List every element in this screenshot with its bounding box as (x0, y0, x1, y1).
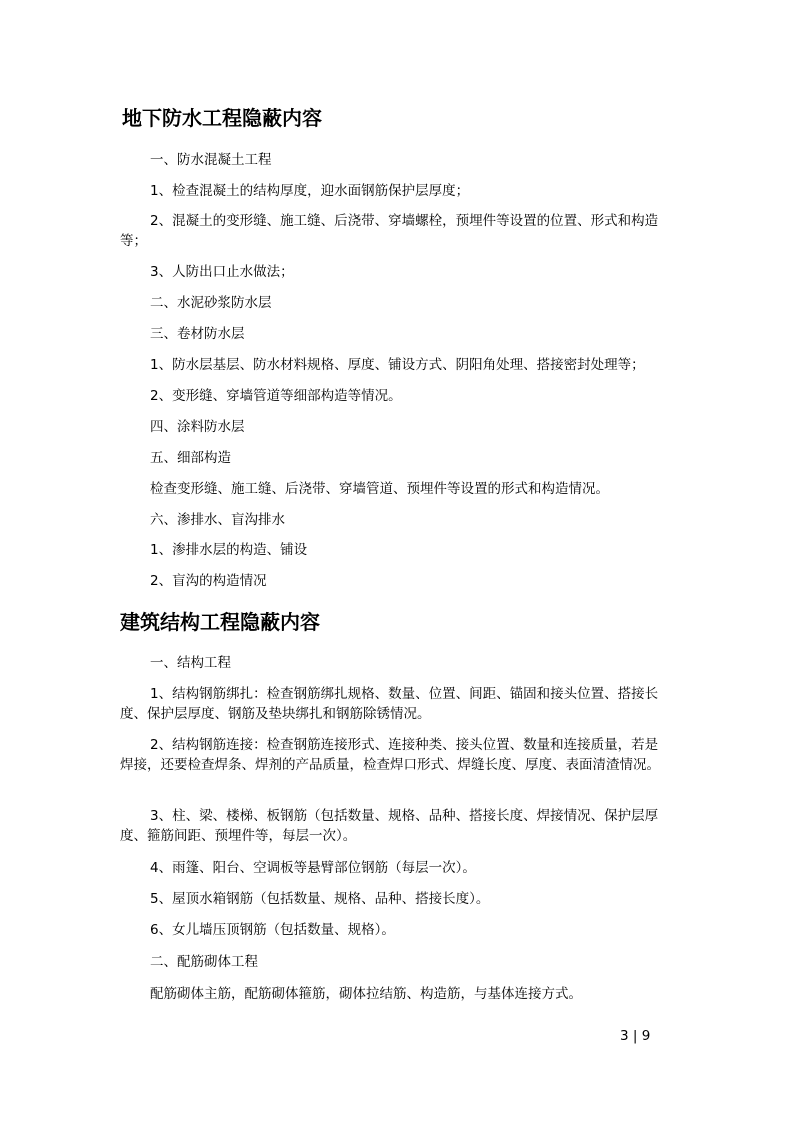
paragraph: 检查变形缝、施工缝、后浇带、穿墙管道、预埋件等设置的形式和构造情况。 (150, 481, 609, 497)
paragraph: 二、水泥砂浆防水层 (150, 295, 272, 311)
section-heading-underground-waterproofing: 地下防水工程隐蔽内容 (122, 106, 322, 130)
paragraph: 6、女儿墙压顶钢筋（包括数量、规格）。 (150, 922, 395, 938)
paragraph: 1、防水层基层、防水材料规格、厚度、铺设方式、阴阳角处理、搭接密封处理等； (150, 357, 645, 373)
paragraph: 二、配筋砌体工程 (150, 954, 258, 970)
paragraph: 5、屋顶水箱钢筋（包括数量、规格、品种、搭接长度）。 (150, 891, 490, 907)
paragraph: 1、渗排水层的构造、铺设 (150, 542, 308, 558)
paragraph: 2、盲沟的构造情况 (150, 573, 267, 589)
paragraph: 一、结构工程 (150, 655, 231, 671)
paragraph: 三、卷材防水层 (150, 326, 245, 342)
paragraph: 2、结构钢筋连接：检查钢筋连接形式、连接种类、接头位置、数量和连接质量，若是焊接，还要检查焊条、焊剂的产品质量，检查焊口形式、焊缝长度、厚度、表面清渣情况。 (120, 737, 660, 773)
paragraph: 3、人防出口止水做法； (150, 264, 294, 280)
page-number: 3 | 9 (620, 1028, 651, 1044)
paragraph: 1、结构钢筋绑扎：检查钢筋绑扎规格、数量、位置、间距、锚固和接头位置、搭接长度、保护层厚度、钢筋及垫块绑扎和钢筋除锈情况。 (120, 686, 659, 722)
paragraph: 2、变形缝、穿墙管道等细部构造等情况。 (150, 388, 402, 404)
paragraph: 配筋砌体主筋，配筋砌体箍筋，砌体拉结筋、构造筋，与基体连接方式。 (150, 986, 582, 1002)
paragraph: 一、防水混凝土工程 (150, 152, 272, 168)
paragraph: 3、柱、梁、楼梯、板钢筋（包括数量、规格、品种、搭接长度、焊接情况、保护层厚度、箍筋间距、预埋件等，每层一次）。 (120, 808, 659, 844)
paragraph: 1、检查混凝土的结构厚度，迎水面钢筋保护层厚度； (150, 183, 470, 199)
paragraph: 4、雨篷、阳台、空调板等悬臂部位钢筋（每层一次）。 (150, 860, 476, 876)
paragraph: 五、细部构造 (150, 450, 231, 466)
section-heading-building-structure: 建筑结构工程隐蔽内容 (120, 610, 320, 634)
paragraph: 六、渗排水、盲沟排水 (150, 512, 285, 528)
paragraph: 2、混凝土的变形缝、施工缝、后浇带、穿墙螺栓，预埋件等设置的位置、形式和构造等； (120, 213, 659, 249)
paragraph: 四、涂料防水层 (150, 419, 245, 435)
